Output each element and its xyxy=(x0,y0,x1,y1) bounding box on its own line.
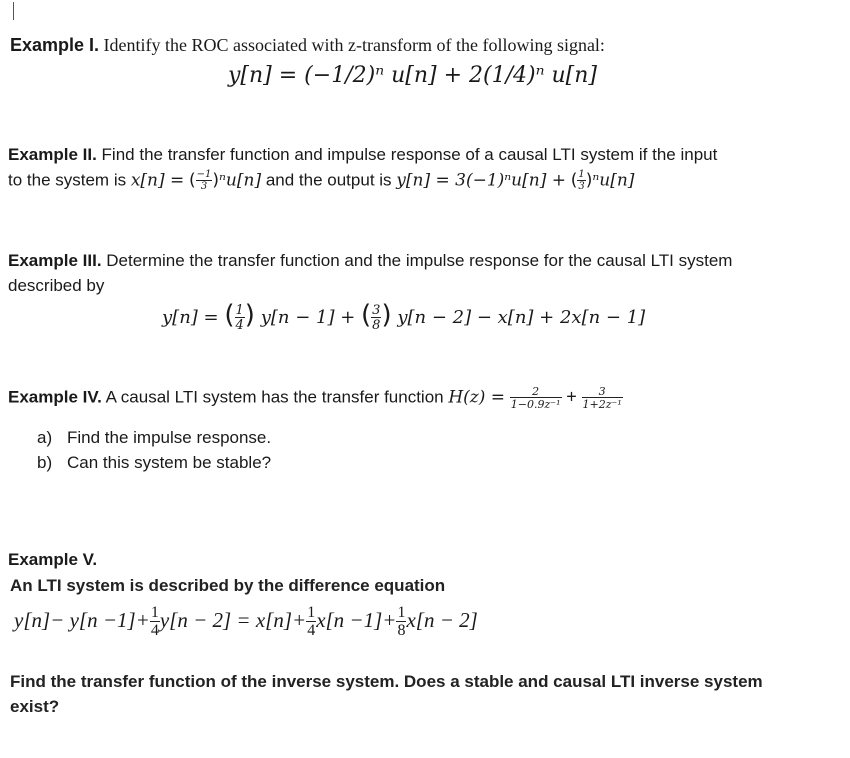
ex3-fraction-2 xyxy=(371,304,381,332)
output-fraction xyxy=(577,170,585,192)
example-4-text: A causal LTI system has the transfer function xyxy=(101,387,449,407)
ex4-plus: + xyxy=(566,386,577,407)
example-5-question-1: Find the transfer function of the inverse system. Does a stable and causal LTI inverse system xyxy=(10,672,763,691)
ex3-eq-c: y[n − 2] − x[n] + 2x[n − 1] xyxy=(397,307,646,328)
ex5-f3-num: 1 xyxy=(397,604,406,621)
example-3-label: Example III. xyxy=(8,251,102,270)
ex4-item-b-text: Can this system be stable? xyxy=(67,453,272,472)
example-2-label: Example II. xyxy=(8,145,97,164)
ex4-t1-num: 2 xyxy=(532,385,540,398)
example-4-line-1 xyxy=(8,386,623,410)
example-2-line-2: to the system is x[n] = ( $\frac{-1}{3}$ )ⁿu[n] and the output is y[n] = 3(−1)ⁿu[n] + ( $\frac{1}{3}$ )ⁿu[n] xyxy=(8,169,635,192)
ex5-fraction-3 xyxy=(396,605,406,639)
ex5-eq-b: y[n − 2] = x[n]+ xyxy=(159,607,307,632)
example-2-text: Find the transfer function and impulse response of a causal LTI system if the input xyxy=(96,145,718,164)
output-signal-lhs: y[n] = 3(−1)ⁿu[n] + xyxy=(396,170,566,191)
example-1-label: Example I. xyxy=(10,35,100,55)
ex4-item-b-label: b) xyxy=(37,453,53,472)
example-2-text-b: and the output is xyxy=(261,170,397,190)
example-5-question-2: exist? xyxy=(10,697,60,716)
example-3-line-1 xyxy=(8,251,732,271)
ex5-f3-den: 8 xyxy=(397,622,406,639)
ex5-eq-d: x[n − 2] xyxy=(406,607,478,632)
ex4-t2-den: 1+2z⁻¹ xyxy=(582,398,622,411)
ex5-f2-num: 1 xyxy=(307,604,316,621)
ex3-eq-b: y[n − 1] + xyxy=(260,307,356,328)
ex5-f1-den: 4 xyxy=(150,622,159,639)
ex5-f2-den: 4 xyxy=(307,622,316,639)
example-3-line-2: described by xyxy=(8,276,105,295)
text-cursor xyxy=(13,2,14,20)
ex4-item-b xyxy=(37,453,271,473)
ex4-t2-num: 3 xyxy=(598,385,606,398)
ex5-eq-c: x[n −1]+ xyxy=(316,607,397,632)
ex4-t1-den: 1−0.9z⁻¹ xyxy=(510,398,561,411)
ex4-term-1 xyxy=(510,386,562,410)
example-5-line-1: An LTI system is described by the difference equation xyxy=(10,576,446,595)
ex3-f1-den: 4 xyxy=(235,318,244,333)
ex4-item-a-label: a) xyxy=(37,428,53,447)
example-5-equation xyxy=(14,605,478,639)
ex3-f2-num: 3 xyxy=(372,303,381,318)
input-signal-lhs: x[n] = xyxy=(130,170,185,191)
input-signal-tail: ⁿu[n] xyxy=(219,170,262,191)
ex5-eq-a: y[n]− y[n −1]+ xyxy=(14,607,150,632)
example-2-line-1 xyxy=(8,145,717,165)
example-3-text: Determine the transfer function and the impulse response for the causal LTI system xyxy=(101,251,733,270)
example-5-label: Example V. xyxy=(8,550,98,569)
output-fraction-den: 3 xyxy=(578,181,585,192)
ex3-fraction-1 xyxy=(235,304,245,332)
output-signal-tail: ⁿu[n] xyxy=(592,170,635,191)
input-fraction-num: −1 xyxy=(196,169,212,180)
example-3-equation: y[n] = ( $\frac{1}{4}$ ) y[n − 1] + ( $\frac{3}{8}$ ) y[n − 2] − x[n] + 2x[n − 1] xyxy=(162,300,646,333)
input-fraction-den: 3 xyxy=(196,180,213,192)
ex5-f1-num: 1 xyxy=(150,604,159,621)
example-1-text: Identify the ROC associated with z-transform of the following signal: xyxy=(99,35,605,55)
example-4-label: Example IV. xyxy=(8,387,102,407)
ex3-f1-num: 1 xyxy=(235,303,244,318)
example-2-text-a: to the system is xyxy=(8,170,131,190)
ex4-item-a-text: Find the impulse response. xyxy=(67,428,272,447)
ex3-f2-den: 8 xyxy=(372,318,381,333)
ex3-eq-a: y[n] = xyxy=(162,307,219,328)
ex4-term-2 xyxy=(582,386,623,410)
input-fraction xyxy=(196,170,213,192)
ex4-item-a xyxy=(37,428,271,448)
ex5-fraction-1 xyxy=(150,605,160,639)
example-1-equation: y[n] = (−1/2)ⁿ u[n] + 2(1/4)ⁿ u[n] xyxy=(228,63,598,88)
transfer-function-lhs: H(z) = xyxy=(448,387,506,408)
example-1 xyxy=(10,35,605,56)
ex5-fraction-2 xyxy=(306,605,316,639)
output-fraction-num: 1 xyxy=(578,169,585,180)
